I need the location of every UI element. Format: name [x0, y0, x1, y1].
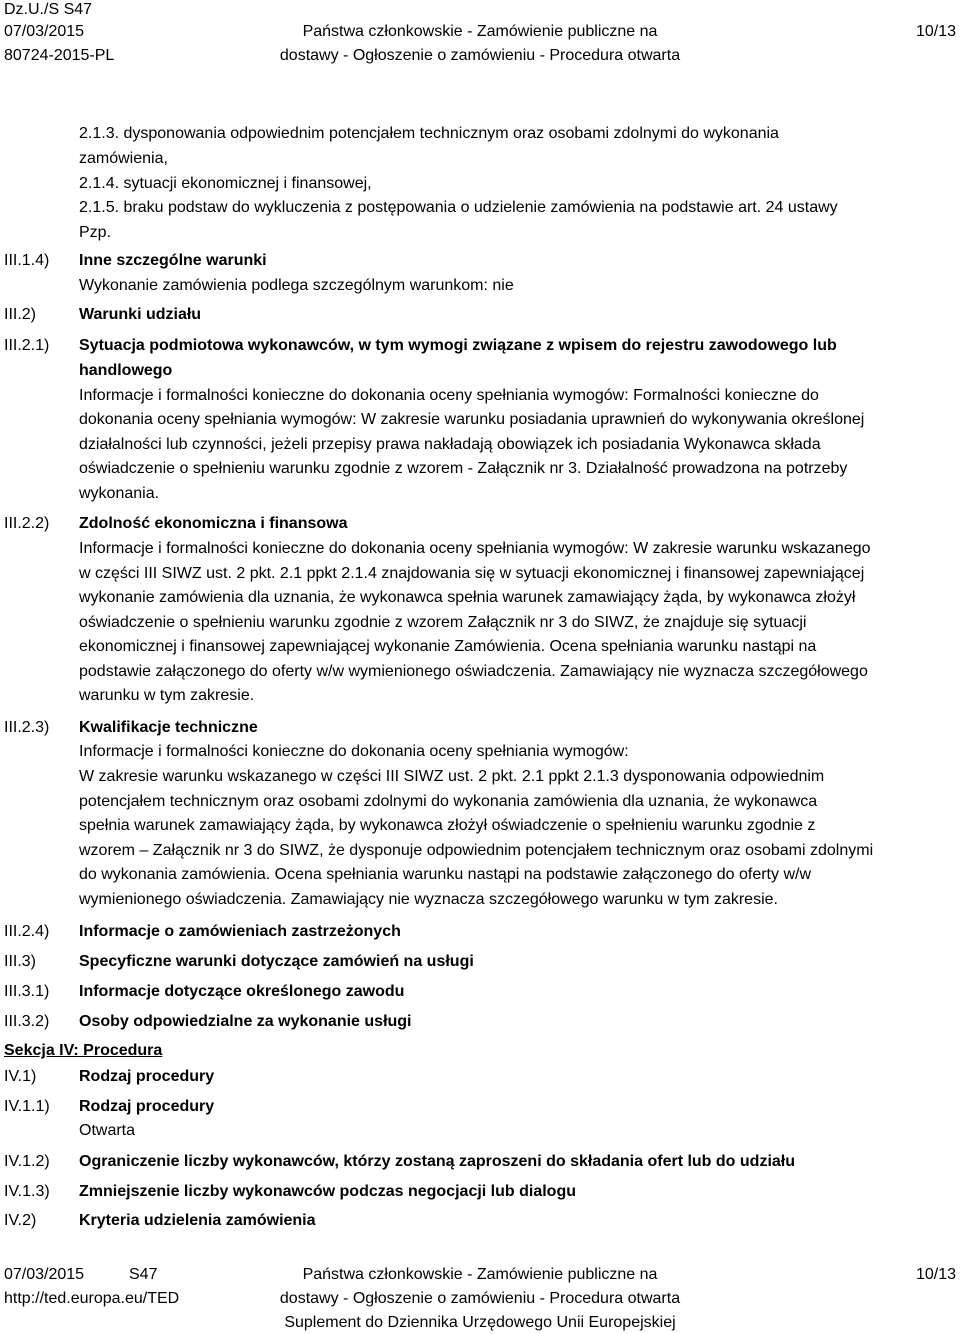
header-title-line2: dostawy - Ogłoszenie o zamówieniu - Procedura otwarta: [279, 47, 681, 64]
section-title: Warunki udziału: [79, 306, 202, 323]
section-text-line: wzorem – Załącznik nr 3 do SIWZ, że dysponuje odpowiednim potencjałem technicznym oraz osobami zdolnymi: [79, 842, 874, 859]
section-text-line: oświadczenie o spełnieniu warunku zgodnie z wzorem Załącznik nr 3 do SIWZ, że znajduje się sytuacji: [79, 614, 807, 631]
footer-title-line3: Suplement do Dziennika Urzędowego Unii Europejskiej: [284, 1314, 676, 1331]
section-number: IV.1.2): [4, 1153, 50, 1170]
section-number: III.2): [4, 306, 37, 323]
section-title: handlowego: [79, 362, 173, 379]
section-number: III.3.2): [4, 1013, 50, 1030]
section-number: III.1.4): [4, 252, 50, 269]
journal-ref: Dz.U./S S47: [4, 1, 93, 18]
section-title: Specyficzne warunki dotyczące zamówień na usługi: [79, 953, 474, 970]
footer-url: http://ted.europa.eu/TED: [4, 1290, 180, 1307]
section-number: IV.1.1): [4, 1098, 50, 1115]
intro-line: Pzp.: [79, 224, 112, 241]
section-text-line: Informacje i formalności konieczne do dokonania oceny spełniania wymogów: Formalności konieczne do: [79, 387, 819, 404]
section-title: Sytuacja podmiotowa wykonawców, w tym wymogi związane z wpisem do rejestru zawodowego lub: [79, 337, 837, 354]
section-text-line: wykonania.: [79, 485, 160, 502]
section-title: Kryteria udzielenia zamówienia: [79, 1212, 316, 1229]
section-title: Osoby odpowiedzialne za wykonanie usługi: [79, 1013, 412, 1030]
section-text-line: ekonomicznej i finansowej zapewniającej wykonanie Zamówienia. Ocena spełniania warunku nastąpi na: [79, 638, 817, 655]
section-number: III.3): [4, 953, 37, 970]
intro-line: 2.1.3. dysponowania odpowiednim potencjałem technicznym oraz osobami zdolnymi do wykonania: [79, 125, 779, 142]
section-text-line: wymienionego oświadczenia. Zamawiający nie wyznacza szczegółowego warunku w tym zakresie.: [79, 891, 778, 908]
section-text-line: W zakresie warunku wskazanego w części III SIWZ ust. 2 pkt. 2.1 ppkt 2.1.3 dysponowania odpowiednim: [79, 768, 825, 785]
section-number: IV.1): [4, 1068, 37, 1085]
section-title: Rodzaj procedury: [79, 1098, 215, 1115]
section-text: Wykonanie zamówienia podlega szczególnym warunkom: nie: [79, 277, 514, 294]
section-title: Inne szczególne warunki: [79, 252, 267, 269]
section-text-line: warunku w tym zakresie.: [79, 687, 255, 704]
section-number: III.3.1): [4, 983, 50, 1000]
section-text-line: oświadczenie o spełnieniu warunku zgodnie z wzorem - Załącznik nr 3. Działalność prowadzona na potrzeby: [79, 460, 848, 477]
intro-line: zamówienia,: [79, 150, 168, 167]
section-title: Informacje o zamówieniach zastrzeżonych: [79, 923, 401, 940]
section-text-line: działalności lub czynności, jeżeli przepisy prawa nakładają obowiązek ich posiadania Wykonawca składa: [79, 436, 821, 453]
section-text-line: Informacje i formalności konieczne do dokonania oceny spełniania wymogów: W zakresie warunku wskazanego: [79, 540, 871, 557]
section-title: Rodzaj procedury: [79, 1068, 215, 1085]
header-page-number: 10/13: [915, 23, 956, 40]
footer-date: 07/03/2015: [4, 1266, 85, 1283]
section-text-line: dokonania oceny spełniania wymogów: W zakresie warunku posiadania uprawnień do wykonywania określonej: [79, 411, 865, 428]
section-title: Informacje dotyczące określonego zawodu: [79, 983, 405, 1000]
section-text-line: podstawie załączonego do oferty w/w wymienionego oświadczenia. Zamawiający nie wyznacza szczegółowego: [79, 663, 868, 680]
section-iv-heading: Sekcja IV: Procedura: [4, 1042, 163, 1059]
section-number: III.2.4): [4, 923, 50, 940]
notice-reference: 80724-2015-PL: [4, 47, 115, 64]
section-title: Kwalifikacje techniczne: [79, 719, 258, 736]
header-date: 07/03/2015: [4, 23, 85, 40]
section-number: III.2.3): [4, 719, 50, 736]
intro-line: 2.1.4. sytuacji ekonomicznej i finansowej,: [79, 175, 372, 192]
footer-title-line2: dostawy - Ogłoszenie o zamówieniu - Procedura otwarta: [279, 1290, 681, 1307]
section-text: Otwarta: [79, 1122, 136, 1139]
section-number: IV.1.3): [4, 1183, 50, 1200]
section-title: Zmniejszenie liczby wykonawców podczas negocjacji lub dialogu: [79, 1183, 576, 1200]
section-title: Zdolność ekonomiczna i finansowa: [79, 515, 348, 532]
footer-series: S47: [129, 1266, 158, 1283]
section-text-line: potencjałem technicznym oraz osobami zdolnymi do wykonania zamówienia dla uznania, że wykonawca: [79, 793, 818, 810]
header-title-line1: Państwa członkowskie - Zamówienie publiczne na: [302, 23, 658, 40]
section-title: Ograniczenie liczby wykonawców, którzy zostaną zaproszeni do składania ofert lub do udziału: [79, 1153, 795, 1170]
section-text-line: do wykonania zamówienia. Ocena spełniania warunku nastąpi na podstawie załączonego do oferty w/w: [79, 866, 811, 883]
section-text-line: Informacje i formalności konieczne do dokonania oceny spełniania wymogów:: [79, 743, 629, 760]
footer-title-line1: Państwa członkowskie - Zamówienie publiczne na: [302, 1266, 658, 1283]
section-text-line: w części III SIWZ ust. 2 pkt. 2.1 ppkt 2.1.4 znajdowania się w sytuacji ekonomicznej i finansowej zapewniającej: [79, 565, 865, 582]
section-number: IV.2): [4, 1212, 37, 1229]
section-number: III.2.1): [4, 337, 50, 354]
footer-page-number: 10/13: [915, 1266, 956, 1283]
intro-line: 2.1.5. braku podstaw do wykluczenia z postępowania o udzielenie zamówienia na podstawie art. 24 ustawy: [79, 199, 838, 216]
section-text-line: spełnia warunek zamawiający żąda, by wykonawca złożył oświadczenie o spełnieniu warunku zgodnie z: [79, 817, 816, 834]
section-text-line: wykonanie zamówienia dla uznania, że wykonawca spełnia warunek zamawiający żąda, by wykonawca złożył: [79, 589, 856, 606]
section-number: III.2.2): [4, 515, 50, 532]
